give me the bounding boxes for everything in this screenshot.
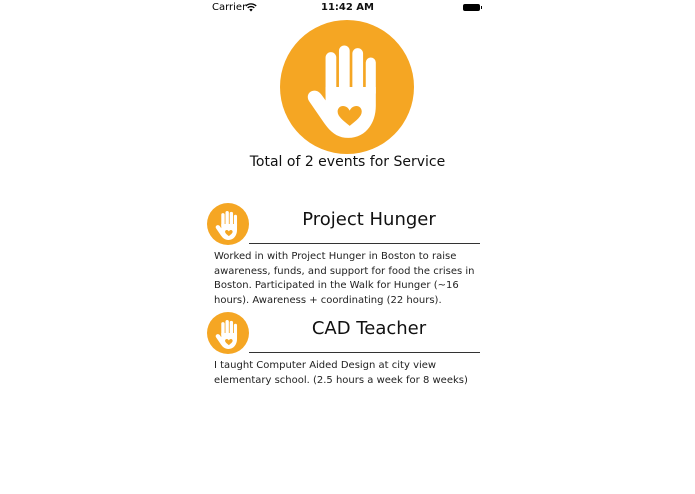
carrier-label: Carrier: [212, 2, 247, 13]
event-title: Project Hunger: [302, 209, 436, 230]
divider: [249, 243, 480, 244]
event-description: I taught Computer Aided Design at city view elementary school. (2.5 hours a week for 8 weeks): [214, 360, 468, 386]
clock: 11:42 AM: [320, 2, 374, 13]
hand-heart-icon: [207, 312, 249, 354]
hand-heart-icon: [280, 20, 414, 154]
hand-heart-icon: [207, 203, 249, 245]
divider: [249, 352, 480, 353]
status-bar: [0, 0, 695, 16]
event-title: CAD Teacher: [311, 318, 427, 339]
events-summary: Total of 2 events for Service: [249, 154, 446, 170]
event-description: Worked in with Project Hunger in Boston to raise awareness, funds, and support for food the crises in Boston. Participated in the Walk for Hunger (~16 hours). Awareness + coordinating (22 hours).: [214, 251, 475, 306]
battery-icon: [463, 4, 480, 11]
